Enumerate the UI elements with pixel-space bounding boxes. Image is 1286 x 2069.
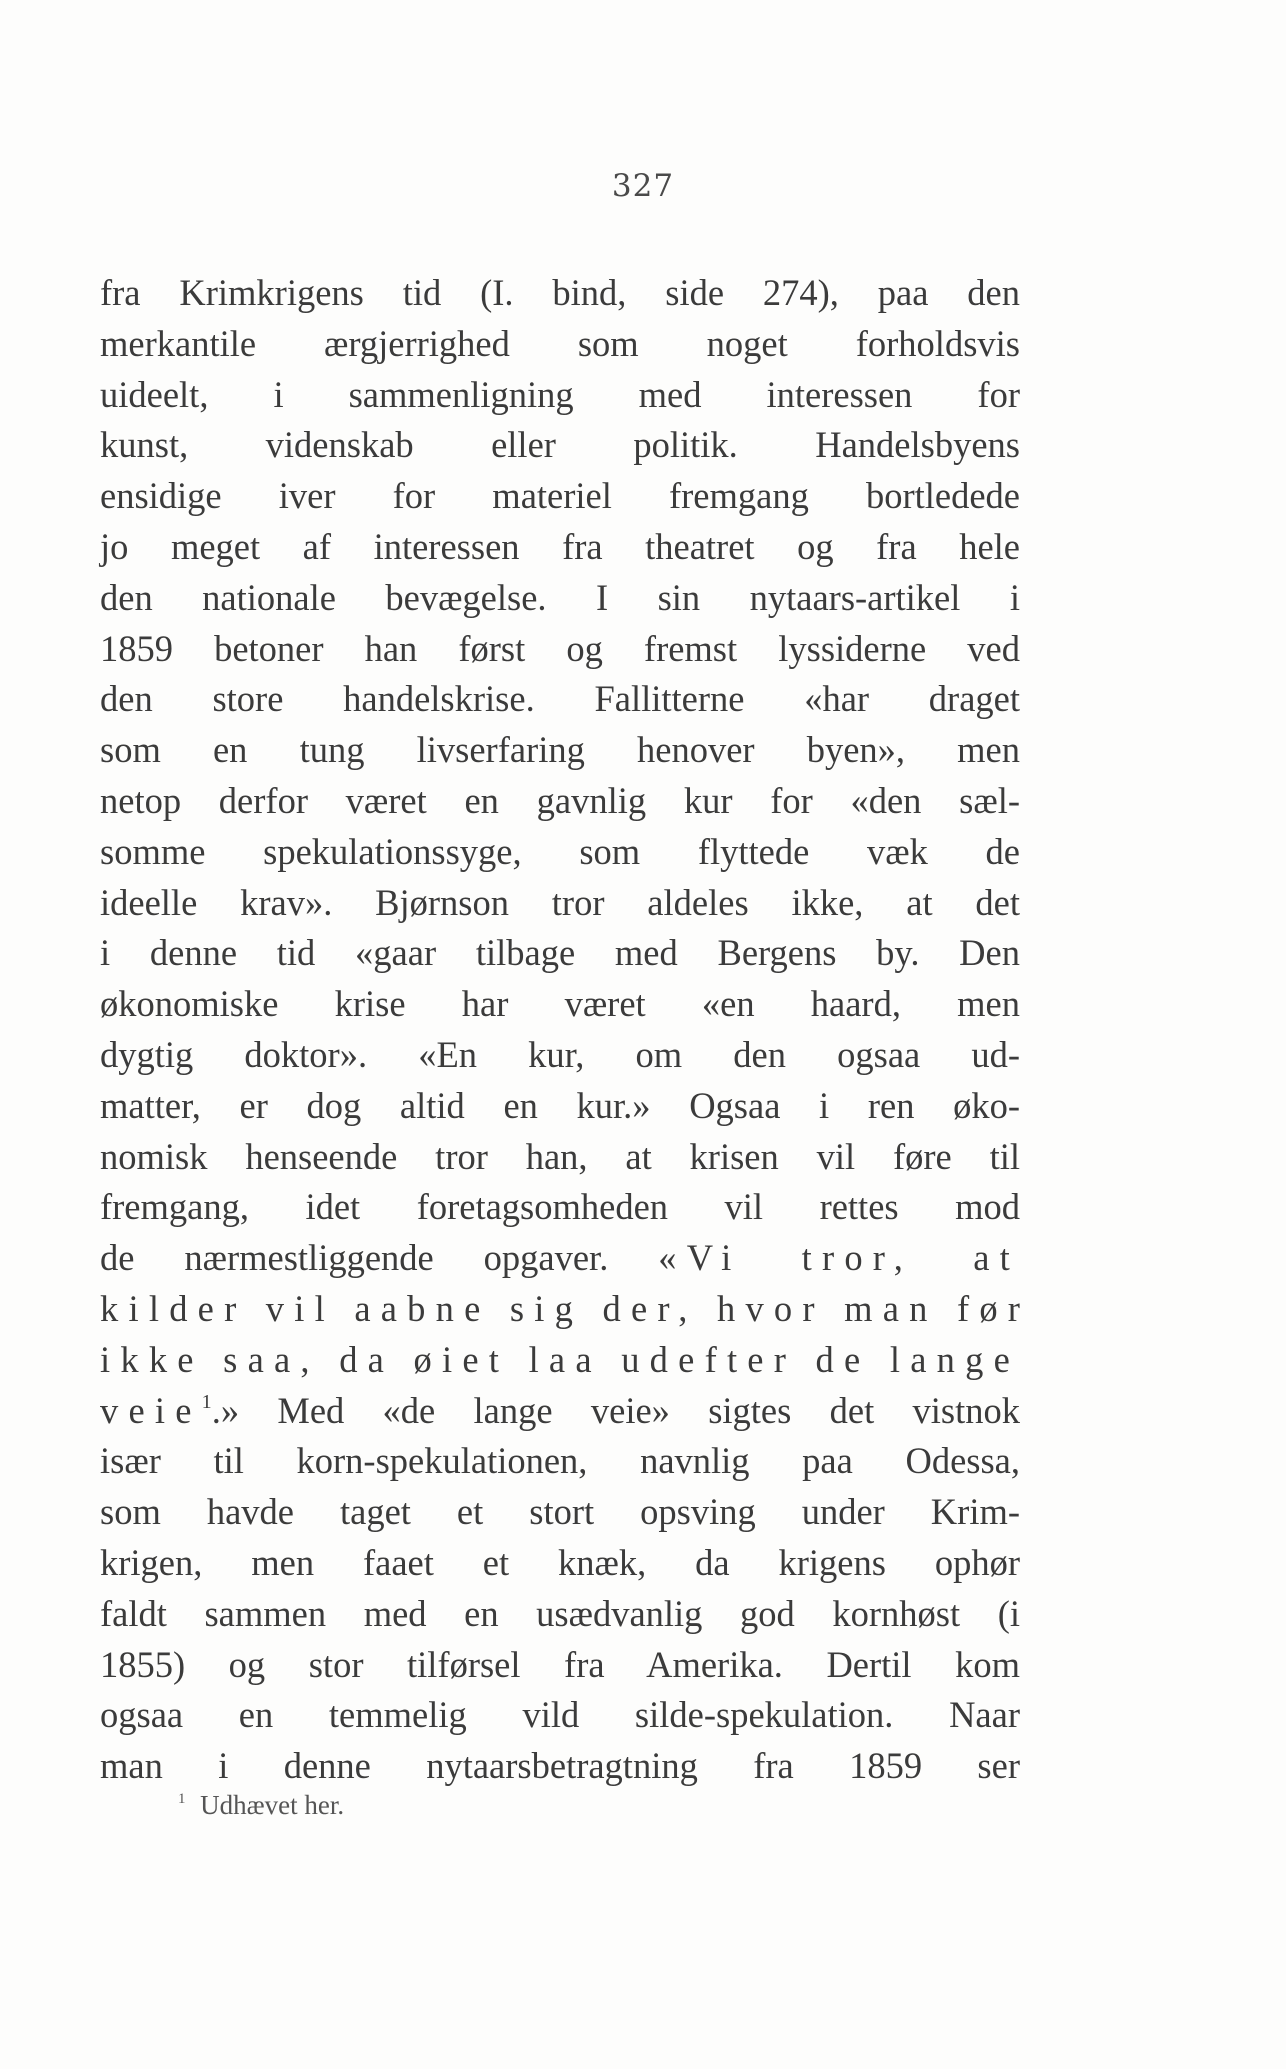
text-line: netop derfor været en gavnlig kur for «den sæl- [100,779,1020,821]
emphasized-line: kilder vil aabne sig der, hvor man før [100,1287,1031,1329]
text-line: den nationale bevægelse. I sin nytaars-artikel i [100,576,1020,618]
footnote-marker: 1 [178,1790,186,1807]
text-line: 1855) og stor tilførsel fra Amerika. Dertil kom [100,1643,1020,1685]
text-line: den store handelskrise. Fallitterne «har draget [100,678,1020,720]
text-line: matter, er dog altid en kur.» Ogsaa i ren øko- [100,1084,1020,1126]
text-line: jo meget af interessen fra theatret og fra hele [100,525,1020,567]
text-line: man i denne nytaarsbetragtning fra 1859 ser [100,1745,1020,1787]
text-line: ensidige iver for materiel fremgang bortledede [100,475,1020,517]
emphasized-segment: veie [100,1389,202,1431]
text-line: økonomiske krise har været «en haard, men [100,983,1020,1025]
text-line-mixed [100,1386,1020,1437]
text-line: krigen, men faaet et knæk, da krigens ophør [100,1541,1020,1583]
page-number: 327 [611,168,675,204]
text-segment: de nærmestliggende opgaver. [100,1237,609,1279]
text-line: uideelt, i sammenligning med interessen for [100,373,1020,415]
text-line: merkantile ærgjerrighed som noget forholdsvis [100,322,1020,364]
text-segment: .» Med «de lange veie» sigtes det vistnok [211,1389,1020,1431]
text-line: som en tung livserfaring henover byen», men [100,729,1020,771]
text-line: i denne tid «gaar tilbage med Bergens by. Den [100,932,1020,974]
text-line: kunst, videnskab eller politik. Handelsbyens [100,424,1020,466]
text-line: ogsaa en temmelig vild silde-spekulation. Naar [100,1694,1020,1736]
text-line: faldt sammen med en usædvanlig god kornhøst (i [100,1592,1020,1634]
text-line: ideelle krav». Bjørnson tror aldeles ikke, at det [100,881,1020,923]
text-line: fra Krimkrigens tid (I. bind, side 274), paa den [100,272,1020,313]
emphasized-line: ikke saa, da øiet laa udefter de lange [100,1338,1020,1380]
text-line: især til korn-spekulationen, navnlig paa Odessa, [100,1440,1020,1482]
text-line: somme spekulationssyge, som flyttede væk de [100,830,1020,872]
text-line: 1859 betoner han først og fremst lyssiderne ved [100,627,1020,669]
footnote-line-final [178,1790,344,1821]
text-line-mixed [100,1233,1020,1284]
text-line: dygtig doktor». «En kur, om den ogsaa ud- [100,1033,1020,1075]
text-line: nomisk henseende tror han, at krisen vil føre til [100,1135,1020,1177]
text-line: som havde taget et stort opsving under Krim- [100,1491,1020,1533]
footnote-reference: 1 [201,1390,212,1413]
text-line: fremgang, idet foretagsomheden vil rettes mod [100,1186,1020,1228]
body-text [100,268,1031,1792]
emphasized-segment: «Vi tror, at [658,1237,1020,1279]
footnote-text: Udhævet her. [200,1790,345,1820]
